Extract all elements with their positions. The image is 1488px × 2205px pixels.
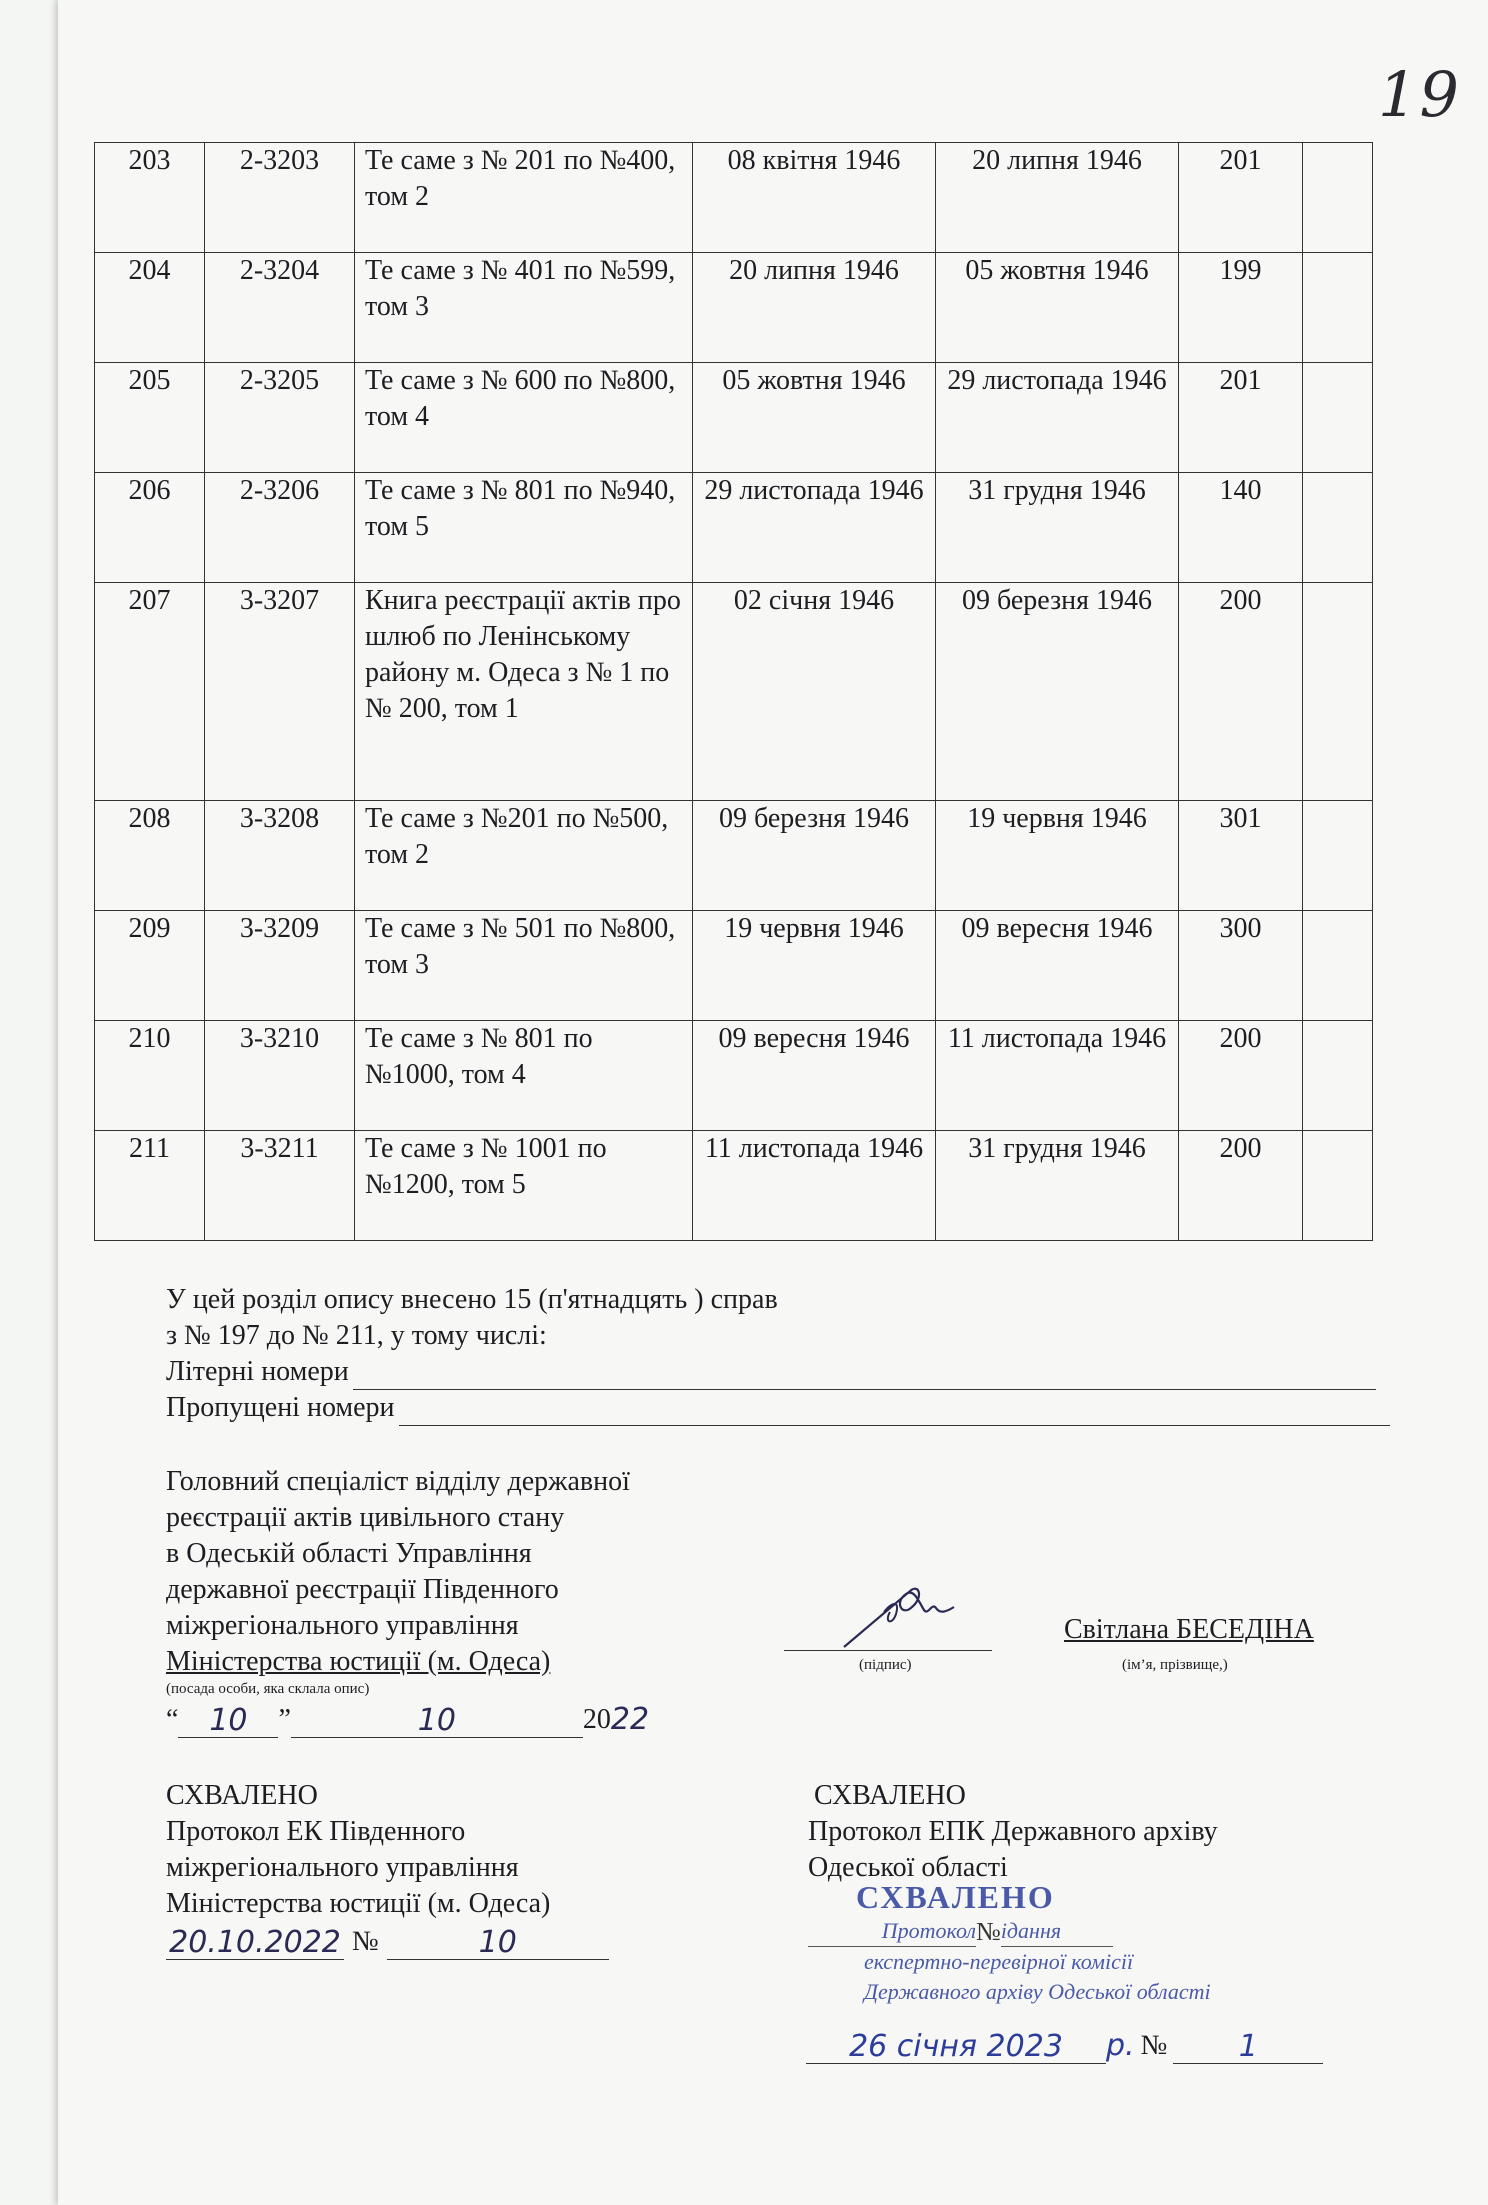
notes-cell <box>1303 473 1373 583</box>
missing-numbers-line <box>399 1395 1390 1426</box>
sheet-count: 201 <box>1179 363 1303 473</box>
approval-right-date-field <box>806 2029 1106 2064</box>
summary-line-1: У цей розділ опису внесено 15 (п'ятнадцять ) справ <box>166 1284 778 1315</box>
date-open-quote: “ <box>166 1704 179 1735</box>
approval-right <box>808 1778 1428 2064</box>
case-code: 3-3211 <box>205 1131 355 1241</box>
page-number: 19 <box>1378 58 1461 131</box>
row-number: 205 <box>95 363 205 473</box>
case-code: 3-3207 <box>205 583 355 801</box>
approval-left-heading: СХВАЛЕНО <box>166 1780 318 1811</box>
approval-right-heading: СХВАЛЕНО <box>814 1780 966 1811</box>
end-date: 09 вересня 1946 <box>936 911 1179 1021</box>
end-date: 11 листопада 1946 <box>936 1021 1179 1131</box>
notes-cell <box>1303 1131 1373 1241</box>
position-line-2: в Одеській області Управління <box>166 1538 532 1569</box>
approval-right-num-label: № <box>1140 2030 1168 2061</box>
sheet-count: 201 <box>1179 143 1303 253</box>
signature-block <box>166 1464 1406 1738</box>
approval-left <box>166 1778 646 1960</box>
case-code: 2-3203 <box>205 143 355 253</box>
row-number: 206 <box>95 473 205 583</box>
case-title: Те саме з № 801 по №940, том 5 <box>355 473 693 583</box>
start-date: 20 липня 1946 <box>693 253 936 363</box>
table-row <box>95 583 1373 801</box>
case-code: 3-3209 <box>205 911 355 1021</box>
position-line-4: міжрегіонального управління <box>166 1610 519 1641</box>
row-number: 204 <box>95 253 205 363</box>
approval-right-year-suffix: р. <box>1106 2028 1135 2063</box>
table-row <box>95 473 1373 583</box>
start-date: 09 березня 1946 <box>693 801 936 911</box>
table-row <box>95 363 1373 473</box>
start-date: 08 квітня 1946 <box>693 143 936 253</box>
case-title: Те саме з № 501 по №800, том 3 <box>355 911 693 1021</box>
date-month: 10 <box>417 1703 456 1738</box>
row-number: 209 <box>95 911 205 1021</box>
approval-left-line-1: міжрегіонального управління <box>166 1852 519 1883</box>
date-close-quote: ” <box>278 1704 291 1735</box>
compiler-name: Світлана БЕСЕДІНА <box>1064 1614 1314 1645</box>
row-number: 208 <box>95 801 205 911</box>
compilation-date <box>166 1702 1406 1738</box>
sheet-count: 199 <box>1179 253 1303 363</box>
case-code: 2-3205 <box>205 363 355 473</box>
end-date: 29 листопада 1946 <box>936 363 1179 473</box>
case-title: Те саме з № 201 по №400, том 2 <box>355 143 693 253</box>
row-number: 211 <box>95 1131 205 1241</box>
approval-left-num: 10 <box>478 1925 517 1960</box>
notes-cell <box>1303 143 1373 253</box>
stamp-title: СХВАЛЕНО <box>856 1879 1055 1915</box>
sheet-count: 200 <box>1179 1021 1303 1131</box>
notes-cell <box>1303 363 1373 473</box>
approval-left-line-0: Протокол ЕК Південного <box>166 1816 466 1847</box>
approval-right-line-0: Протокол ЕПК Державного архіву <box>808 1816 1218 1847</box>
case-title: Те саме з № 401 по №599, том 3 <box>355 253 693 363</box>
table-row <box>95 911 1373 1021</box>
row-number: 207 <box>95 583 205 801</box>
case-title: Те саме з № 1001 по №1200, том 5 <box>355 1131 693 1241</box>
row-number: 210 <box>95 1021 205 1131</box>
start-date: 09 вересня 1946 <box>693 1021 936 1131</box>
approval-left-line-2: Міністерства юстиції (м. Одеса) <box>166 1888 551 1919</box>
signature-caption: (підпис) <box>859 1657 912 1673</box>
case-code: 2-3204 <box>205 253 355 363</box>
missing-numbers-label: Пропущені номери <box>166 1392 395 1423</box>
end-date: 31 грудня 1946 <box>936 473 1179 583</box>
date-year-hand: 22 <box>610 1702 650 1737</box>
notes-cell <box>1303 911 1373 1021</box>
stamp-num-label: № <box>976 1917 1001 1946</box>
end-date: 19 червня 1946 <box>936 801 1179 911</box>
table-row <box>95 253 1373 363</box>
sheet-count: 200 <box>1179 1131 1303 1241</box>
position-last-line: Міністерства юстиції (м. Одеса) <box>166 1646 551 1677</box>
archive-stamp <box>836 1878 1396 2007</box>
case-code: 2-3206 <box>205 473 355 583</box>
approval-left-num-field <box>387 1925 609 1960</box>
name-caption: (ім’я, прізвище,) <box>1122 1657 1228 1673</box>
end-date: 31 грудня 1946 <box>936 1131 1179 1241</box>
case-title: Те саме з № 801 по №1000, том 4 <box>355 1021 693 1131</box>
notes-cell <box>1303 1021 1373 1131</box>
position-line-0: Головний спеціаліст відділу державної <box>166 1466 630 1497</box>
row-number: 203 <box>95 143 205 253</box>
approval-right-date-row <box>806 2028 1326 2064</box>
date-year-prefix: 20 <box>582 1704 611 1735</box>
case-code: 3-3210 <box>205 1021 355 1131</box>
notes-cell <box>1303 253 1373 363</box>
start-date: 11 листопада 1946 <box>693 1131 936 1241</box>
date-day-field <box>178 1703 278 1738</box>
summary-block <box>166 1282 1396 1426</box>
stamp-line-3: Державного архіву Одеської області <box>864 1979 1211 2004</box>
case-title: Те саме з №201 по №500, том 2 <box>355 801 693 911</box>
case-title: Те саме з № 600 по №800, том 4 <box>355 363 693 473</box>
notes-cell <box>1303 801 1373 911</box>
position-line-3: державної реєстрації Південного <box>166 1574 559 1605</box>
handwritten-signature <box>824 1572 964 1652</box>
table-row <box>95 1131 1373 1241</box>
table-row <box>95 1021 1373 1131</box>
letter-numbers-line <box>353 1359 1376 1390</box>
end-date: 05 жовтня 1946 <box>936 253 1179 363</box>
date-day: 10 <box>209 1703 248 1738</box>
approval-right-line-1: Одеської області <box>808 1852 1008 1883</box>
sheet-count: 301 <box>1179 801 1303 911</box>
position-line-1: реєстрації актів цивільного стану <box>166 1502 565 1533</box>
summary-line-2: з № 197 до № 211, у тому числі: <box>166 1320 547 1351</box>
position-caption: (посада особи, яка склала опис) <box>166 1681 370 1697</box>
sheet-count: 300 <box>1179 911 1303 1021</box>
end-date: 09 березня 1946 <box>936 583 1179 801</box>
end-date: 20 липня 1946 <box>936 143 1179 253</box>
table-row <box>95 143 1373 253</box>
start-date: 02 січня 1946 <box>693 583 936 801</box>
sheet-count: 200 <box>1179 583 1303 801</box>
start-date: 29 листопада 1946 <box>693 473 936 583</box>
stamp-protocol-label: Протокол <box>881 1918 976 1943</box>
sheet-count: 140 <box>1179 473 1303 583</box>
case-title: Книга реєстрації актів про шлюб по Ленінському району м. Одеса з № 1 по № 200, том 1 <box>355 583 693 801</box>
case-code: 3-3208 <box>205 801 355 911</box>
date-month-field <box>291 1703 583 1738</box>
start-date: 05 жовтня 1946 <box>693 363 936 473</box>
approval-right-date: 26 січня 2023 <box>849 2029 1063 2064</box>
stamp-session-label: ідання <box>1001 1916 1113 1947</box>
start-date: 19 червня 1946 <box>693 911 936 1021</box>
approval-left-num-label: № <box>352 1926 379 1957</box>
letter-numbers-label: Літерні номери <box>166 1356 349 1387</box>
approval-right-num-field <box>1173 2029 1323 2064</box>
table-row <box>95 801 1373 911</box>
approval-left-date: 20.10.2022 <box>169 1925 341 1960</box>
approval-right-num: 1 <box>1238 2029 1258 2064</box>
stamp-line-2: експертно-перевірної комісії <box>864 1949 1134 1974</box>
approval-left-date-field <box>166 1925 344 1960</box>
notes-cell <box>1303 583 1373 801</box>
inventory-table <box>94 142 1373 1241</box>
